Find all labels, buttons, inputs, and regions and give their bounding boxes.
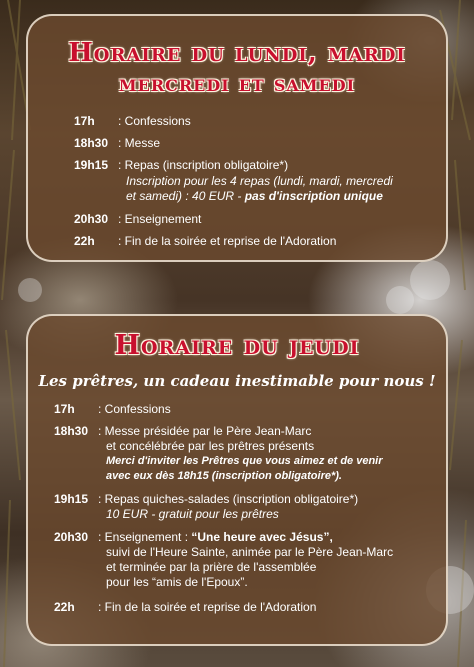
item-time: 19h15 bbox=[54, 492, 89, 506]
item-time: 20h30 bbox=[74, 212, 109, 226]
item-line1: : Repas quiches-salades (inscription obligatoire*) bbox=[98, 492, 359, 506]
item-time: 22h bbox=[54, 600, 75, 614]
item-time: 17h bbox=[74, 114, 95, 128]
item-note-line1: Inscription pour les 4 repas (lundi, mardi, mercredi bbox=[126, 174, 393, 188]
item-text: : Confessions bbox=[118, 114, 191, 128]
item-note-line1: Merci d'inviter les Prêtres que vous aimez et de venir bbox=[106, 455, 383, 467]
item-line2: et concélébrée par les prêtres présents bbox=[106, 439, 315, 453]
item-note-line2: et samedi) : 40 EUR - pas d'inscription unique bbox=[126, 189, 383, 203]
item-line1: : Enseignement : “Une heure avec Jésus”, bbox=[98, 530, 333, 544]
item-time: 17h bbox=[54, 402, 75, 416]
item-line4: pour les “amis de l'Epoux”. bbox=[106, 575, 248, 589]
item-time: 19h15 bbox=[74, 158, 109, 172]
weekday-schedule-title-line2: mercredi et samedi bbox=[118, 70, 356, 97]
thursday-subtitle: Les prêtres, un cadeau inestimable pour nous ! bbox=[38, 372, 436, 390]
item-text: : Repas (inscription obligatoire*) bbox=[118, 158, 289, 172]
item-line1: : Messe présidée par le Père Jean-Marc bbox=[98, 424, 312, 438]
item-time: 18h30 bbox=[74, 136, 109, 150]
item-text: : Fin de la soirée et reprise de l'Adoration bbox=[98, 600, 317, 614]
item-text: : Messe bbox=[118, 136, 161, 150]
thursday-schedule-title: Horaire du jeudi bbox=[114, 330, 360, 361]
item-time: 18h30 bbox=[54, 424, 89, 438]
item-text: : Enseignement bbox=[118, 212, 202, 226]
item-note-line2: avec eux dès 18h15 (inscription obligatoire*). bbox=[106, 470, 342, 482]
thursday-schedule-panel bbox=[26, 314, 448, 646]
item-text: : Confessions bbox=[98, 402, 171, 416]
item-time: 20h30 bbox=[54, 530, 89, 544]
weekday-schedule-title-line1: Horaire du lundi, mardi bbox=[68, 38, 406, 68]
item-line3: et terminée par la prière de l'assemblée bbox=[106, 560, 317, 574]
item-note-line1: 10 EUR - gratuit pour les prêtres bbox=[106, 507, 279, 521]
item-line2: suivi de l'Heure Sainte, animée par le Père Jean-Marc bbox=[106, 545, 394, 559]
item-time: 22h bbox=[74, 234, 95, 248]
weekday-schedule-panel bbox=[26, 14, 448, 262]
item-text: : Fin de la soirée et reprise de l'Adoration bbox=[118, 234, 337, 248]
